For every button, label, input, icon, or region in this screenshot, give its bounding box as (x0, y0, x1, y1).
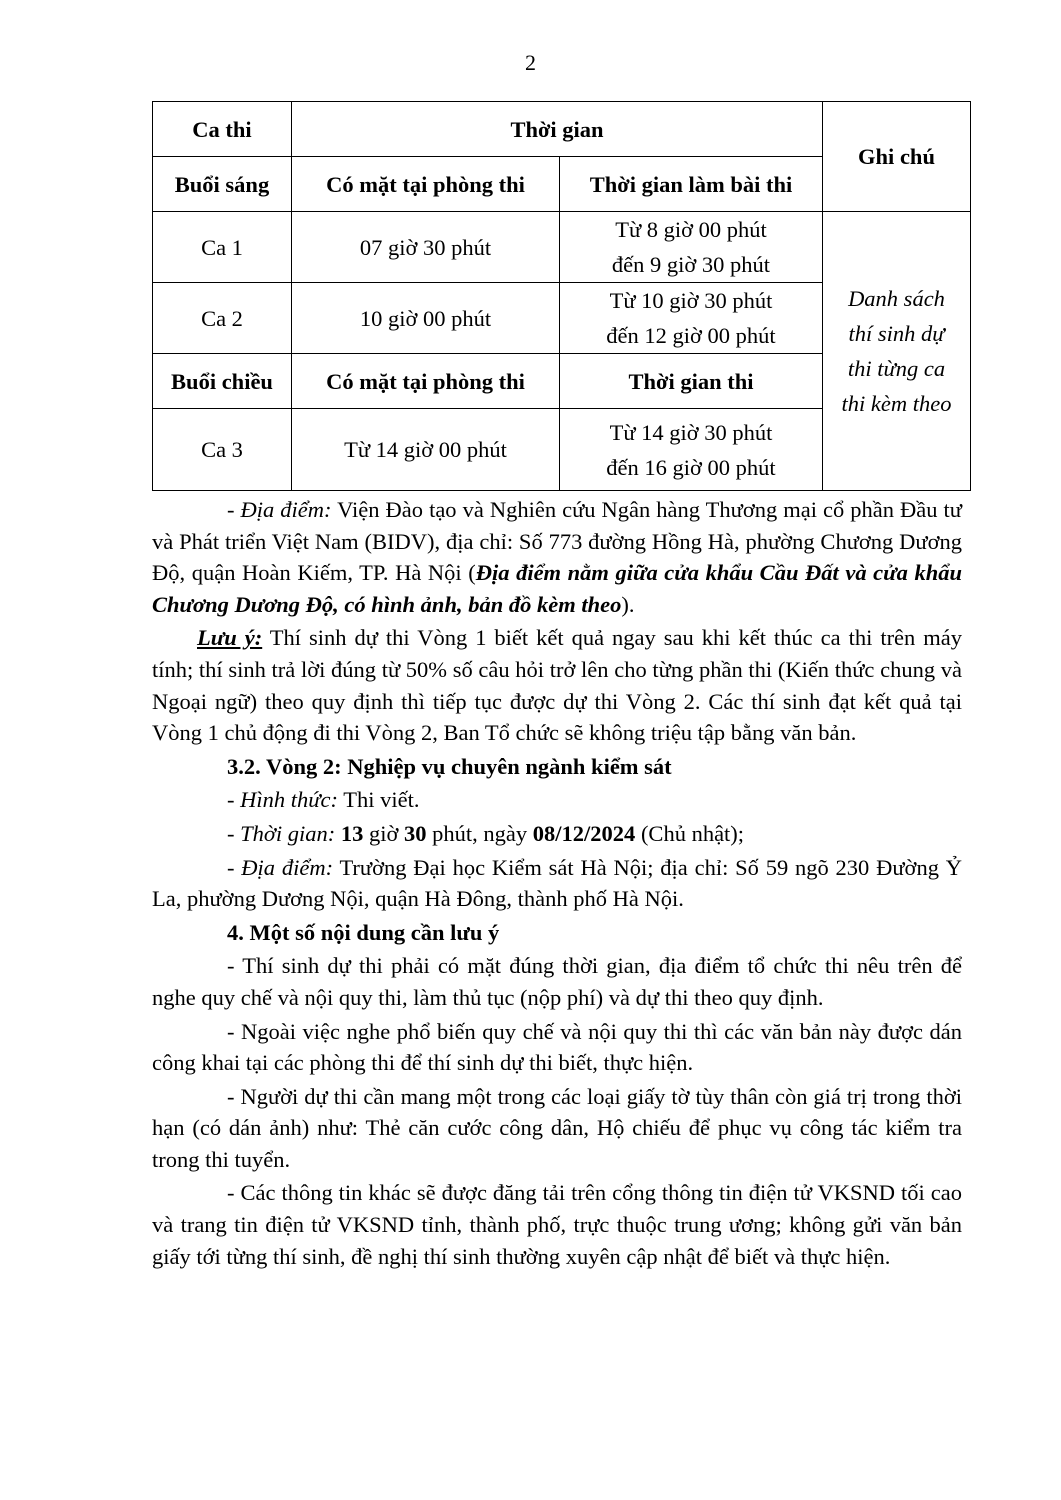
header-ghi-chu: Ghi chú (823, 102, 971, 212)
arrive-cell: Từ 14 giờ 00 phút (292, 409, 560, 491)
section4-heading: 4. Một số nội dung cần lưu ý (227, 919, 500, 945)
form-paragraph (152, 784, 962, 816)
note-cell (823, 212, 971, 491)
afternoon-arrive-header: Có mặt tại phòng thi (292, 354, 560, 409)
exam-time-line: đến 12 giờ 00 phút (606, 323, 776, 348)
note-line: Danh sách (848, 286, 945, 311)
form-label: - Hình thức: (227, 787, 338, 813)
bullet-paragraph: - Ngoài việc nghe phổ biến quy chế và nội quy thi thì các văn bản này được dán công khai tại các phòng thi để thí sinh dự thi biết, thực hiện. (152, 1018, 962, 1076)
location2-text: Trường Đại học Kiểm sát Hà Nội; địa chỉ: Số 59 ngõ 230 Đường Ỷ La, phường Dương Nội, quận Hà Đông, thành phố Hà Nội. (152, 854, 962, 912)
session-cell: Ca 1 (153, 212, 292, 283)
location2-label: - Địa điểm: (227, 854, 334, 880)
afternoon-time-header: Thời gian thi (560, 354, 823, 409)
session-cell: Ca 2 (153, 283, 292, 354)
time-label: - Thời gian: (227, 820, 336, 846)
location-text: Viện Đào tạo và Nghiên cứu Ngân hàng Thương mại cổ phần Đầu tư và Phát triển Việt Nam (BIDV), địa chỉ: Số 773 đường Hồng Hà, phường Chương Dương Độ, quận Hoàn Kiếm, TP. Hà Nội ( (152, 497, 962, 586)
time-minute: 30 (404, 820, 427, 846)
time-date: 08/12/2024 (532, 820, 636, 846)
time-text-3: (Chủ nhật); (635, 820, 745, 846)
exam-time-cell (560, 283, 823, 354)
location-emphasis: Địa điểm nằm giữa cửa khẩu Cầu Đất và cửa khẩu Chương Dương Độ, có hình ảnh, bản đồ kèm theo (152, 560, 963, 617)
table-row (153, 212, 971, 283)
exam-time-line: Từ 14 giờ 30 phút (609, 419, 773, 445)
note-line: thí sinh dự (848, 321, 945, 346)
table-header-row (153, 102, 971, 157)
header-ca-thi: Ca thi (153, 102, 292, 157)
morning-arrive-header: Có mặt tại phòng thi (292, 157, 560, 212)
location2-paragraph (152, 852, 962, 915)
exam-time-cell (560, 409, 823, 491)
location-end: ). (621, 591, 635, 617)
round2-heading: 3.2. Vòng 2: Nghiệp vụ chuyên ngành kiểm sát (227, 753, 672, 779)
morning-time-header: Thời gian làm bài thi (560, 157, 823, 212)
afternoon-label: Buổi chiều (153, 354, 292, 409)
exam-time-line: Từ 10 giờ 30 phút (609, 288, 773, 313)
bullet-paragraph: - Các thông tin khác sẽ được đăng tải trên cổng thông tin điện tử VKSND tối cao và trang tin điện tử VKSND tỉnh, thành phố, trực thuộc trung ương; không gửi văn bản giấy tới từng thí sinh, đề nghị thí sinh thường xuyên cập nhật để biết và thực hiện. (152, 1180, 962, 1269)
exam-time-line: Từ 8 giờ 00 phút (615, 217, 767, 242)
bullet-paragraph: - Người dự thi cần mang một trong các loại giấy tờ tùy thân còn giá trị trong thời hạn (có dán ảnh) như: Thẻ căn cước công dân, Hộ chiếu để phục vụ công tác kiểm tra trong thi tuyển. (152, 1083, 962, 1172)
document-body (152, 494, 962, 1272)
exam-time-line: đến 16 giờ 00 phút (606, 454, 776, 480)
header-thoi-gian: Thời gian (292, 102, 823, 157)
exam-time-cell (560, 212, 823, 283)
note-text: Thí sinh dự thi Vòng 1 biết kết quả ngay sau khi kết thúc ca thi trên máy tính; thí sinh trả lời đúng từ 50% số câu hỏi trở lên cho từng phần thi (Kiến thức chung và Ngoại ngữ) theo quy định thì tiếp tục được dự thi Vòng 2. Các thí sinh đạt kết quả tại Vòng 1 chủ động đi thi Vòng 2, Ban Tổ chức sẽ không triệu tập bằng văn bản. (152, 625, 963, 746)
time-text-2: phút, ngày (426, 820, 533, 846)
session-cell: Ca 3 (153, 409, 292, 491)
note-label: Lưu ý: (197, 625, 263, 651)
arrive-cell: 10 giờ 00 phút (292, 283, 560, 354)
note-paragraph (152, 622, 962, 748)
time-text-1: giờ (363, 820, 405, 846)
location-label: - Địa điểm: (227, 497, 332, 522)
morning-label: Buổi sáng (153, 157, 292, 212)
note-line: thi kèm theo (841, 391, 952, 416)
location-paragraph (152, 494, 962, 620)
exam-schedule-table (152, 101, 971, 491)
bullet-paragraph: - Thí sinh dự thi phải có mặt đúng thời gian, địa điểm tổ chức thi nêu trên để nghe quy chế và nội quy thi, làm thủ tục (nộp phí) và dự thi theo quy định. (152, 953, 962, 1010)
page-number: 2 (525, 50, 536, 75)
note-line: thi từng ca (847, 356, 946, 381)
arrive-cell: 07 giờ 30 phút (292, 212, 560, 283)
form-text: Thi viết. (338, 787, 420, 813)
time-hour: 13 (340, 820, 364, 846)
time-paragraph (152, 818, 962, 850)
exam-time-line: đến 9 giờ 30 phút (611, 252, 771, 277)
